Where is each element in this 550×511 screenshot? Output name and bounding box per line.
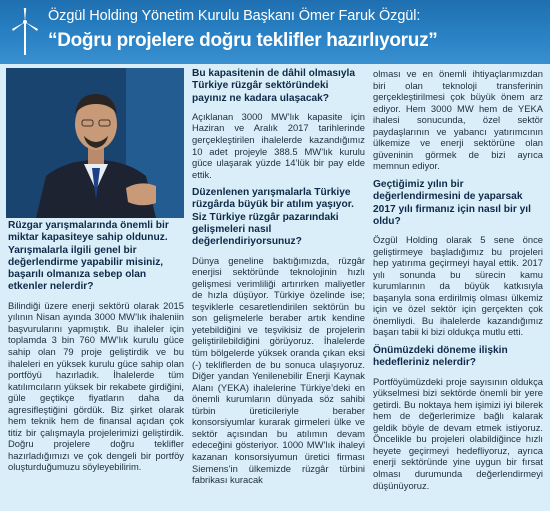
wind-turbine-icon [8,6,42,56]
column-middle [192,68,365,486]
page-bottom-edge [0,496,550,511]
answer-market-developments: Dünya geneline baktığımızda, rüzgâr enerjisi sektöründe teknolojinin hızlı gelişmesi verimliliği artırırken maliyetler de hızla düşüyor. Türkiye özelinde ise; teşviklerle cesaretlendirilen sektörün bu son gelişmelerle beraber artık kendine yetebildiğini ve teşvikisiz de projelerin geliştirilebildiğini görüyoruz. İhalelerde tüm bölgelerde yüksek oranda çıkan eksi (-) tekliflerden de bu sonuca ulaşıyoruz. Diğer yandan Yenilenebilir Enerji Kaynak Alanı (YEKA) ihalelerine Türkiye’deki en önemli kurumların dünyada söz sahibi türbin üreticileriyle beraber konsorsiyumlar kurarak girmeleri ülke ve sektör açısından bu atılımın devam edeceğini gösteriyor. 1000 MW’lık ihaleyi kazanan konsorsiyumun üretici firması Siemens’in ülkemizde rüzgâr türbini fabrikası kuracak [192,254,365,486]
article-header [0,0,550,64]
portrait-illustration [6,68,184,218]
question-competitions: Rüzgar yarışmalarında önemli bir miktar kapasiteye sahip oldunuz. Yarışmalarla ilgili genel bir değerlendirme yapabilir misiniz, başarılı olmanıza sebep olan etkenler nelerdir? [8,220,169,293]
answer-future-goals: Portföyümüzdeki proje sayısının oldukça yükselmesi bizi sektörde önemli bir yere getirdi. Bu noktaya hem işimizi iyi bilerek hem de değerlerimize bağlı kalarak geldik böyle de devam etmek istiyoruz. Öncelikle bu projeleri olabildiğince hızlı heyete geçirmeyi hedefliyoruz, ayrıca enerji sektöründe yine uygun bir fırsat olması durumunda değerlendirmeyi düşünüyoruz. [373,375,543,491]
portrait-photo [6,68,184,218]
question-market-developments: Düzenlenen yarışmalarla Türkiye rüzgârda büyük bir atılım yaşıyor. Siz Türkiye rüzgâr pazarındaki gelişmeleri nasıl değerlendiriyorsunuz? [192,187,354,248]
column-right [373,68,543,491]
column-left [8,220,184,473]
article-subtitle: Özgül Holding Yönetim Kurulu Başkanı Ömer Faruk Özgül: [48,8,421,24]
answer-market-share: Açıklanan 3000 MW’lık kapasite için Haziran ve Aralık 2017 tarihlerinde gerçekleştirilen ihalelerde kazandığımız 10 adet projeyle 388.5 MW’lık kurulu güce ulaşarak yüzde 14’lük bir pay elde ettik. [192,110,365,180]
article-title: “Doğru projelere doğru teklifler hazırlıyoruz” [48,30,438,51]
question-year-2017: Geçtiğimiz yılın bir değerlendirmesini de yaparsak 2017 yılı firmanız için nasıl bir yıl oldu? [373,178,531,227]
question-market-share: Bu kapasitenin de dâhil olmasıyla Türkiye rüzgâr sektöründeki payınız ne kadara ulaşacak? [192,68,356,104]
answer-market-developments-continued: olması ve en önemli ihtiyaçlarımızdan biri olan teknoloji transferinin gerçekleştirilmesi çok büyük önem arz ediyor. Hem 3000 MW hem de YEKA ihalesi sonucunda, özel sektör paydaşlarının ve yabancı yatırımcının ülkemize ve enerji sektörüne olan güveninin görmek de bizi ayrıca memnun ediyor. [373,68,543,172]
answer-year-2017: Özgül Holding olarak 5 sene önce geliştirmeye başladığımız bu projeleri hep yatırıma geçirmeyi hayal ettik. 2017 yılı sonunda bu sürecin kamu kurumlarının da büyük katkısıyla başarıyla sona erdirilmiş olması ülkemiz için ve özel sektör için gerçekten çok önemliydi. Bu ihalelerde kazandığımız başarı tabii ki bizi oldukça mutlu etti. [373,234,543,338]
question-future-goals: Önümüzdeki döneme ilişkin hedefleriniz nelerdir? [373,345,508,369]
answer-competitions: Bilindiği üzere enerji sektörü olarak 2015 yılının Nisan ayında 3000 MW’lık ihaleniin başvurularını yapmıştık. Bu ihaleler için toplamda 3 bin 760 MW’lık kurulu güce sahip olan 79 proje geliştirdik ve bu ihaleleri en yüksek kurulu güce sahip olan portföyü hazırladık. İhalelerde tüm katılımcıların yüksek bir rekabete girdiğini, güle geçtikçe fiyatların daha da agresifleştiğini gördük. Biz şirket olarak hem teknik hem de finansal açıdan çok titiz bir çalışmayla projelerimizi geliştirdik. Doğru projelere doğru teklifler hazırladığımızı ve çok dengeli bir portföy oluşturduğumuzu söyleyebilirim. [8,299,184,473]
